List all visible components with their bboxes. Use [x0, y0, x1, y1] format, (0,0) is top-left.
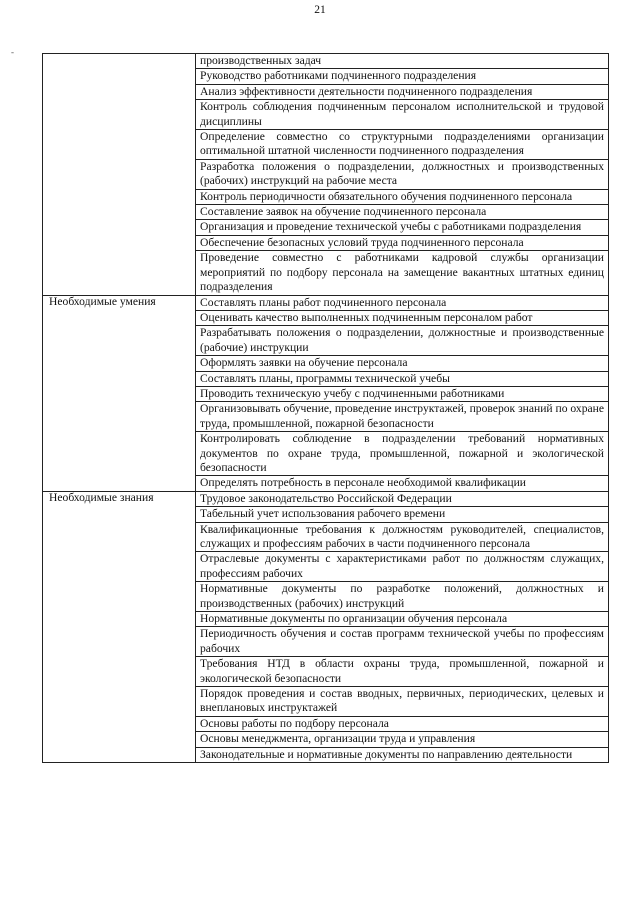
function-description-cell: Требования НТД в области охраны труда, промышленной, пожарной и экологической безопасности	[196, 657, 609, 687]
table-row	[43, 295, 609, 310]
function-description-cell: Определение совместно со структурными подразделениями организации оптимальной штатной численности подчиненного подразделения	[196, 130, 609, 160]
function-description-cell: Контролировать соблюдение в подразделении требований нормативных документов по охране труда, промышленной, пожарной и экологической безопасности	[196, 432, 609, 476]
function-description-cell: Составлять планы, программы технической учебы	[196, 371, 609, 386]
function-description-cell: Анализ эффективности деятельности подчиненного подразделения	[196, 84, 609, 99]
function-description-cell: Разрабатывать положения о подразделении, должностные и производственные (рабочие) инструкции	[196, 326, 609, 356]
margin-mark: -	[11, 47, 14, 57]
function-description-cell: Контроль периодичности обязательного обучения подчиненного персонала	[196, 189, 609, 204]
table-body	[43, 54, 609, 763]
table-row	[43, 54, 609, 69]
function-description-cell: производственных задач	[196, 54, 609, 69]
function-description-cell: Табельный учет использования рабочего времени	[196, 507, 609, 522]
function-description-cell: Порядок проведения и состав вводных, первичных, периодических, целевых и внеплановых инструктажей	[196, 687, 609, 717]
section-label-cell	[43, 491, 196, 762]
function-description-cell: Составлять планы работ подчиненного персонала	[196, 295, 609, 310]
section-label-cell	[43, 295, 196, 491]
section-label: Необходимые умения	[49, 294, 156, 308]
function-description-cell: Разработка положения о подразделении, должностных и производственных (рабочих) инструкций на рабочие места	[196, 159, 609, 189]
section-label-cell	[43, 54, 196, 296]
function-description-cell: Обеспечение безопасных условий труда подчиненного персонала	[196, 235, 609, 250]
function-description-cell: Определять потребность в персонале необходимой квалификации	[196, 476, 609, 491]
function-description-cell: Оформлять заявки на обучение персонала	[196, 356, 609, 371]
table-row	[43, 491, 609, 506]
function-description-cell: Законодательные и нормативные документы по направлению деятельности	[196, 747, 609, 762]
function-description-cell: Организовывать обучение, проведение инструктажей, проверок знаний по охране труда, промышленной, пожарной безопасности	[196, 402, 609, 432]
section-label: Необходимые знания	[49, 490, 154, 504]
qualification-table	[42, 53, 609, 763]
function-description-cell: Нормативные документы по разработке положений, должностных и производственных (рабочих) инструкций	[196, 582, 609, 612]
function-description-cell: Основы работы по подбору персонала	[196, 716, 609, 731]
function-description-cell: Проводить техническую учебу с подчиненными работниками	[196, 386, 609, 401]
function-description-cell: Отраслевые документы с характеристиками работ по должностям служащих, профессиям рабочих	[196, 552, 609, 582]
function-description-cell: Контроль соблюдения подчиненным персоналом исполнительской и трудовой дисциплины	[196, 100, 609, 130]
function-description-cell: Основы менеджмента, организации труда и управления	[196, 732, 609, 747]
function-description-cell: Квалификационные требования к должностям руководителей, специалистов, служащих и профессиям рабочих в части подчиненного персонала	[196, 522, 609, 552]
page-number: 21	[314, 4, 326, 16]
function-description-cell: Составление заявок на обучение подчиненного персонала	[196, 205, 609, 220]
function-description-cell: Руководство работниками подчиненного подразделения	[196, 69, 609, 84]
function-description-cell: Нормативные документы по организации обучения персонала	[196, 612, 609, 627]
function-description-cell: Проведение совместно с работниками кадровой службы организации мероприятий по подбору персонала на замещение вакантных штатных единиц подразделения	[196, 251, 609, 295]
function-description-cell: Организация и проведение технической учебы с работниками подразделения	[196, 220, 609, 235]
function-description-cell: Оценивать качество выполненных подчиненным персоналом работ	[196, 310, 609, 325]
function-description-cell: Трудовое законодательство Российской Федерации	[196, 491, 609, 506]
function-description-cell: Периодичность обучения и состав программ технической учебы по профессиям рабочих	[196, 627, 609, 657]
